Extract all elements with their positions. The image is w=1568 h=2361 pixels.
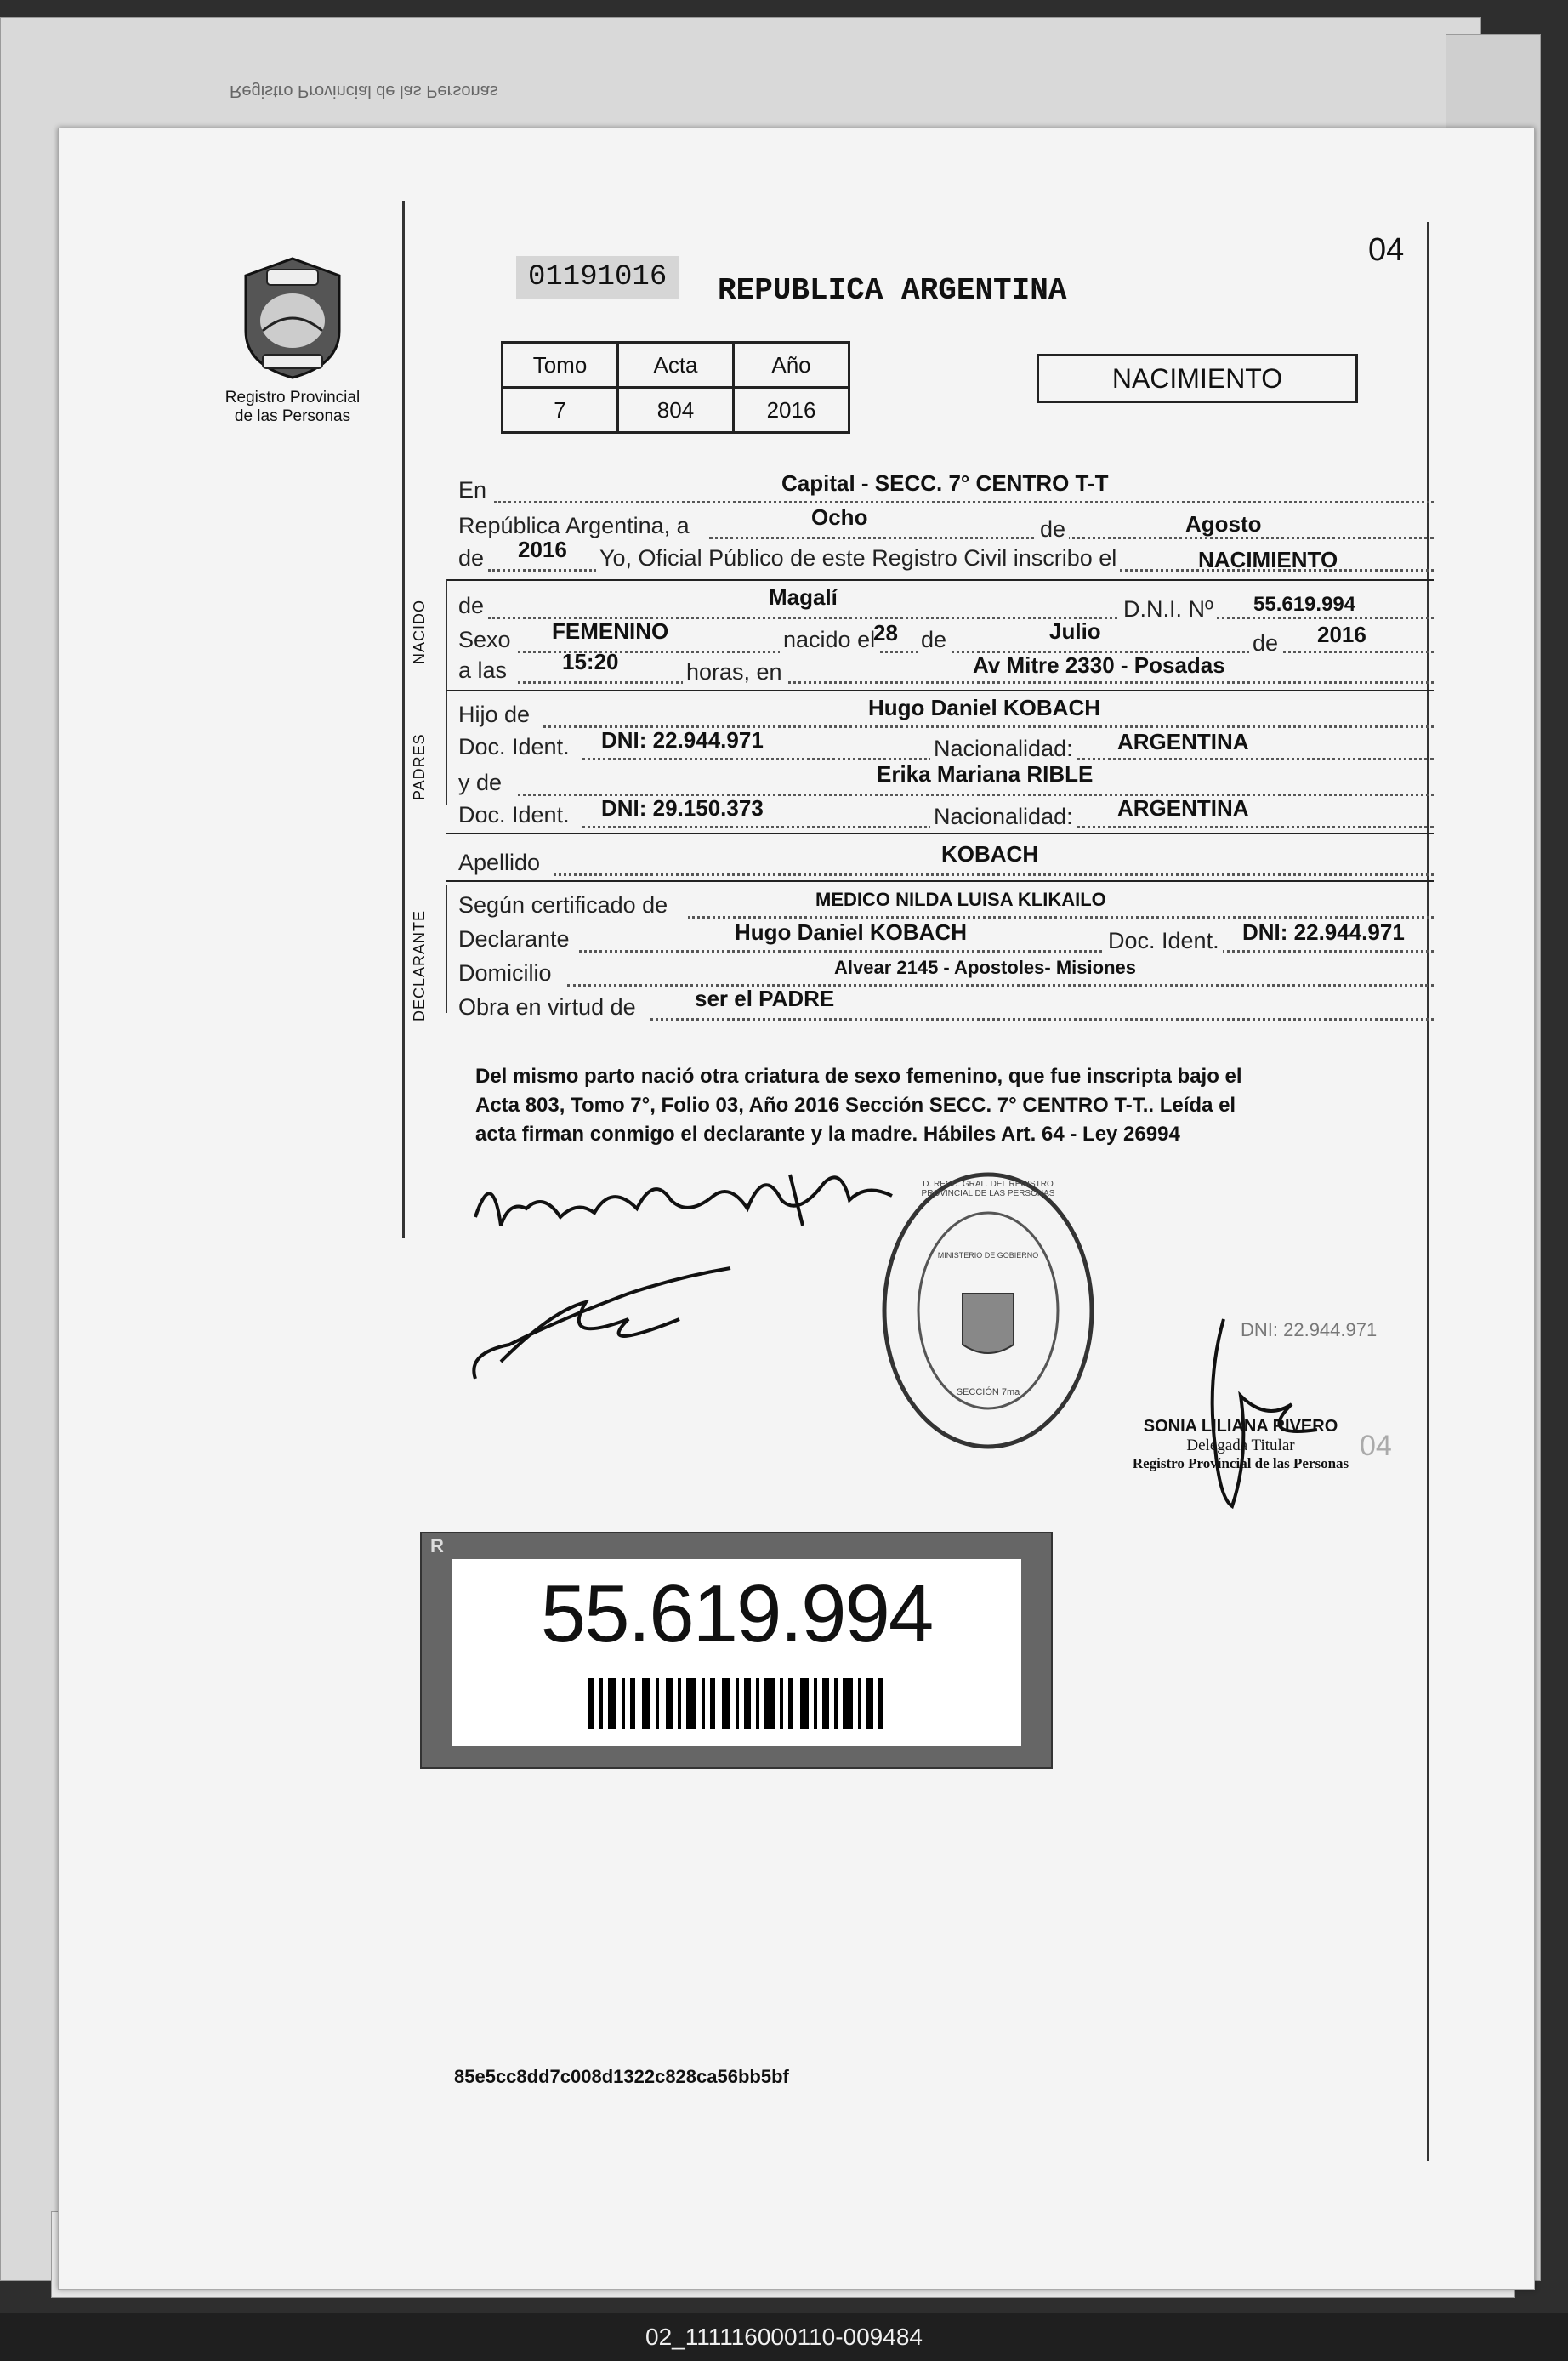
- alas-label: a las: [458, 657, 508, 683]
- registry-line-2: de las Personas: [234, 407, 351, 425]
- dots: [650, 1018, 1434, 1021]
- observation-note: [475, 1062, 1419, 1149]
- serial-number: 01191016: [516, 256, 679, 299]
- nacido-anio: 2016: [1317, 622, 1366, 647]
- barcode-label: [420, 1532, 1053, 1769]
- obra-label: Obra en virtud de: [458, 994, 636, 1020]
- note-line-1: Del mismo parto nació otra criatura de sexo femenino, que fue inscripta bajo el: [475, 1065, 1242, 1088]
- hora-value: 15:20: [562, 649, 619, 674]
- stamp-inner-text: MINISTERIO DE GOBIERNO: [937, 1251, 1039, 1260]
- nacido-label: NACIDO: [411, 599, 428, 664]
- nac2-value: ARGENTINA: [1117, 795, 1249, 821]
- anio-label: de: [458, 545, 485, 571]
- dots: [579, 950, 1434, 953]
- nacido-label-text: nacido el: [780, 627, 878, 653]
- declarante-value: Hugo Daniel KOBACH: [735, 919, 967, 945]
- registry-line-1: Registro Provincial: [224, 389, 361, 407]
- table-header-tomo: Tomo: [503, 343, 618, 388]
- nacido-dia: 28: [873, 620, 898, 646]
- de-label: de: [1037, 516, 1069, 543]
- nacido-de-2: de: [1249, 630, 1281, 657]
- lugar-value: Av Mitre 2330 - Posadas: [973, 652, 1225, 678]
- domicilio-value: Alvear 2145 - Apostoles- Misiones: [834, 957, 1136, 978]
- nombre-value: Magalí: [769, 584, 838, 610]
- certificado-value: MEDICO NILDA LUISA KLIKAILO: [815, 889, 1106, 910]
- apellido-value: KOBACH: [941, 841, 1039, 867]
- certificado-label: Según certificado de: [458, 892, 668, 918]
- nacido-mes: Julio: [1049, 618, 1101, 644]
- table-header-acta: Acta: [618, 343, 734, 388]
- section-rule: [446, 833, 1434, 834]
- en-value: Capital - SECC. 7° CENTRO T-T: [781, 470, 1109, 496]
- hijo-label: Hijo de: [458, 702, 531, 727]
- dots: [518, 681, 1434, 684]
- ghost-page-number: 04: [1360, 1430, 1392, 1462]
- mes-value: Agosto: [1185, 511, 1262, 537]
- province-logo: [233, 254, 352, 382]
- document-hash: 85e5cc8dd7c008d1322c828ca56bb5bf: [454, 2066, 789, 2087]
- registry-name: [186, 389, 399, 426]
- obra-value: ser el PADRE: [695, 986, 835, 1011]
- ghost-dni-text: DNI: 22.944.971: [1241, 1319, 1378, 1340]
- barcode-white-area: [452, 1559, 1021, 1746]
- apellido-label: Apellido: [458, 850, 541, 875]
- doc1-label: Doc. Ident.: [458, 734, 570, 760]
- official-block: [1079, 1417, 1402, 1472]
- dni-value: 55.619.994: [1253, 593, 1356, 616]
- country-title: REPUBLICA ARGENTINA: [718, 273, 1067, 308]
- en-label: En: [458, 477, 487, 503]
- stamp-section: SECCIÓN 7ma: [956, 1387, 1020, 1397]
- declarante-field-label: Declarante: [458, 926, 570, 952]
- barcode-bars: [588, 1678, 885, 1729]
- declarante-label: DECLARANTE: [411, 909, 428, 1021]
- page-number: 04: [1368, 232, 1405, 268]
- padre-value: Hugo Daniel KOBACH: [868, 695, 1100, 720]
- dni-label: D.N.I. Nº: [1120, 596, 1217, 623]
- dots: [494, 501, 1434, 503]
- doc2-value: DNI: 29.150.373: [601, 795, 764, 821]
- file-id-footer: 02_111116000110-009484: [0, 2313, 1568, 2361]
- horas-label: horas, en: [683, 659, 786, 686]
- republica-label: República Argentina, a: [458, 513, 690, 538]
- dots: [709, 537, 1434, 539]
- note-line-3: acta firman conmigo el declarante y la madre. Hábiles Art. 64 - Ley 26994: [475, 1123, 1180, 1146]
- birth-certificate-page: [58, 128, 1535, 2290]
- official-title: Delegada Titular: [1186, 1437, 1295, 1454]
- dots: [688, 916, 1434, 919]
- official-signature: [1156, 1311, 1334, 1515]
- nacido-bracket: [446, 579, 447, 805]
- nac1-value: ARGENTINA: [1117, 729, 1249, 754]
- doc2-label: Doc. Ident.: [458, 802, 570, 828]
- decl-doc-label: Doc. Ident.: [1105, 928, 1223, 954]
- official-stamp: [878, 1166, 1099, 1455]
- nacido-de-1: de: [918, 627, 950, 653]
- section-rule: [446, 690, 1434, 691]
- record-type-box: NACIMIENTO: [1037, 354, 1358, 403]
- official-name: SONIA LILIANA RIVERO: [1143, 1417, 1338, 1436]
- nac2-label: Nacionalidad:: [930, 804, 1077, 830]
- sexo-label: Sexo: [458, 627, 511, 652]
- table-value-tomo: 7: [503, 388, 618, 433]
- declarant-signature: [467, 1149, 943, 1251]
- domicilio-label: Domicilio: [458, 960, 552, 986]
- sexo-value: FEMENINO: [552, 618, 669, 644]
- mother-signature: [458, 1260, 747, 1387]
- bleed-through-text: Registro Provincial de las Personas: [230, 82, 498, 100]
- barcode-number: 55.619.994: [540, 1568, 933, 1659]
- table-value-anio: 2016: [734, 388, 849, 433]
- padres-label: PADRES: [411, 733, 428, 800]
- anio-value: 2016: [518, 537, 567, 562]
- yde-label: y de: [458, 770, 503, 795]
- table-header-anio: Año: [734, 343, 849, 388]
- record-table: [501, 341, 850, 434]
- right-rule: [1427, 222, 1429, 2161]
- official-office: Registro Provincial de las Personas: [1132, 1455, 1349, 1471]
- dots: [554, 873, 1434, 876]
- yo-text: Yo, Oficial Público de este Registro Civil inscribo el: [596, 545, 1120, 572]
- decl-doc-value: DNI: 22.944.971: [1242, 919, 1405, 945]
- section-rule: [446, 880, 1434, 882]
- note-line-2: Acta 803, Tomo 7°, Folio 03, Año 2016 Sección SECC. 7° CENTRO T-T.. Leída el: [475, 1094, 1236, 1117]
- table-value-acta: 804: [618, 388, 734, 433]
- band-letter: R: [430, 1535, 444, 1556]
- dia-value: Ocho: [811, 504, 868, 530]
- stamp-text: D. RECC. GRAL. DEL REGISTRO PROVINCIAL DE LAS PERSONAS: [921, 1180, 1055, 1198]
- madre-value: Erika Mariana RIBLE: [877, 761, 1094, 787]
- declarante-bracket: [446, 885, 447, 1013]
- left-rule: [402, 201, 405, 1238]
- nac1-label: Nacionalidad:: [930, 736, 1077, 762]
- section-rule: [446, 579, 1434, 581]
- barcode-band-top: [422, 1533, 1051, 1559]
- de-nombre-label: de: [458, 593, 485, 618]
- doc1-value: DNI: 22.944.971: [601, 727, 764, 753]
- inscribo-value: NACIMIENTO: [1198, 547, 1338, 572]
